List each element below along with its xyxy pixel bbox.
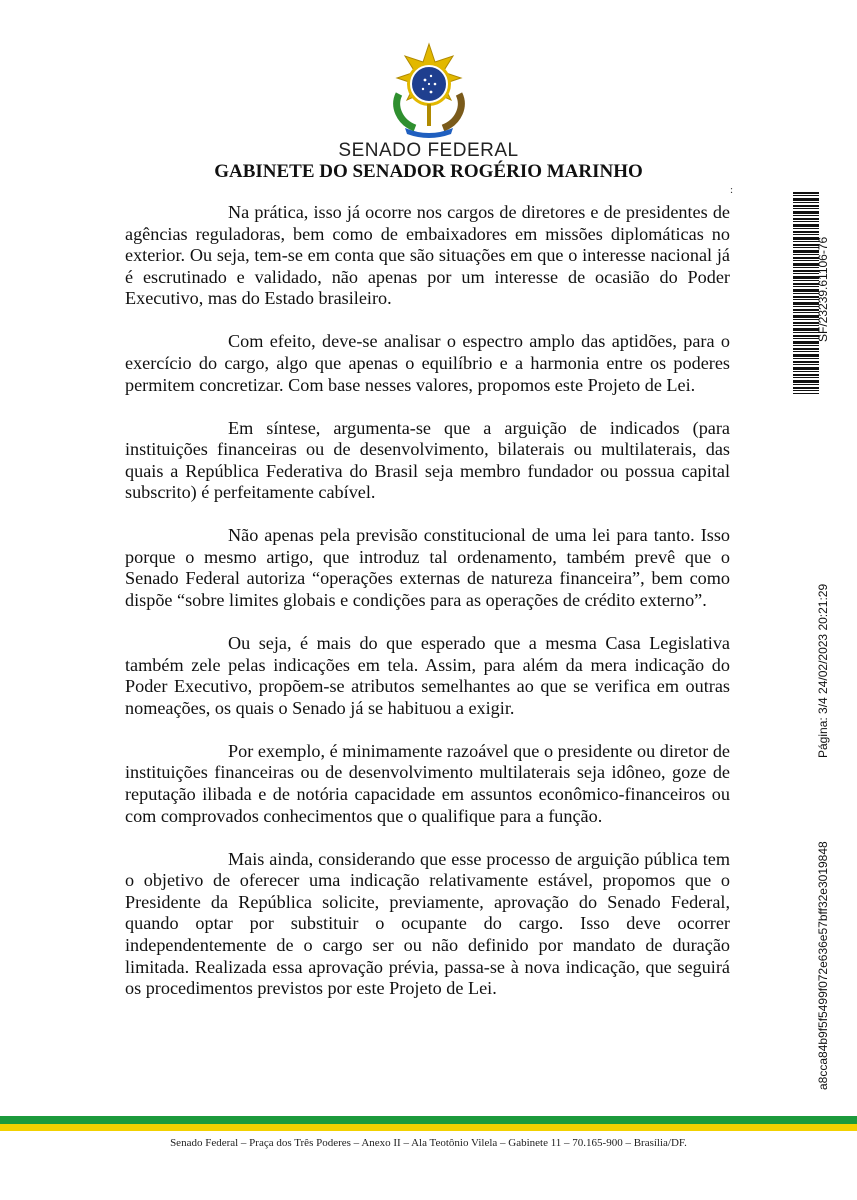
document-hash: a8cca84b9f5f5499f072e636e57bff32e3019848 [816, 841, 830, 1090]
margin-mark: : [730, 184, 734, 196]
paragraph: Mais ainda, considerando que esse processo de arguição pública tem o objetivo de oferecer uma indicação relativamente estável, propomos que o Presidente da República solicite, previamente, aprovação do Senado Federal, quando optar por substituir o ocupante do cargo. Isso deve ocorrer independentemente de o cargo ser ou não definido por mandato de duração limitada. Realizada essa aprovação prévia, passa-se à nova indicação, que seguirá os procedimentos previstos por este Projeto de Lei. [125, 848, 730, 999]
paragraph: Em síntese, argumenta-se que a arguição de indicados (para instituições financeiras ou de desenvolvimento, bilaterais ou multilaterais, das quais a República Federativa do Brasil seja membro fundador ou possua capital subscrito) é perfeitamente cabível. [125, 417, 730, 503]
institution-name: SENADO FEDERAL [338, 140, 519, 161]
paragraph: Por exemplo, é minimamente razoável que o presidente ou diretor de instituições financeiras ou de desenvolvimento multilaterais seja idôneo, goze de reputação ilibada e de notória capacidade em assuntos econômico-financeiros ou com comprovados conhecimentos que o qualifique para a função. [125, 740, 730, 826]
paragraph: Não apenas pela previsão constitucional de uma lei para tanto. Isso porque o mesmo artigo, que introduz tal ordenamento, também prevê que o Senado Federal autoriza “operações externas de natureza financeira”, bem como dispõe “sobre limites globais e condições para as operações de crédito externo”. [125, 525, 730, 611]
yellow-stripe [0, 1124, 857, 1131]
page-info: Página: 3/4 24/02/2023 20:21:29 [816, 583, 830, 758]
document-body [125, 202, 730, 1021]
paragraph: Na prática, isso já ocorre nos cargos de diretores e de presidentes de agências reguladoras, bem como de embaixadores em missões diplomáticas no exterior. Ou seja, tem-se em conta que são situações em que o interesse nacional já é escrutinado e validado, não apenas por um interesse de ocasião do Poder Executivo, mas do Estado brasileiro. [125, 202, 730, 309]
paragraph: Ou seja, é mais do que esperado que a mesma Casa Legislativa também zele pelas indicações em tela. Assim, para além da mera indicação do Poder Executivo, propõem-se atributos semelhantes ao que se verifica em outras nomeações, os quais o Senado já se habituou a exigir. [125, 633, 730, 718]
brazil-coat-of-arms-icon [385, 42, 473, 142]
office-title: GABINETE DO SENADOR ROGÉRIO MARINHO [214, 161, 643, 182]
sf-code: SF/23239.61106-76 [816, 236, 830, 342]
paragraph: Com efeito, deve-se analisar o espectro amplo das aptidões, para o exercício do cargo, algo que apenas o equilíbrio e a harmonia entre os poderes permitem concretizar. Com base nesses valores, propomos este Projeto de Lei. [125, 331, 730, 395]
footer-address: Senado Federal – Praça dos Três Poderes – Anexo II – Ala Teotônio Vilela – Gabinete 11 – 70.165-900 – Brasília/DF. [170, 1137, 687, 1149]
green-stripe [0, 1116, 857, 1124]
